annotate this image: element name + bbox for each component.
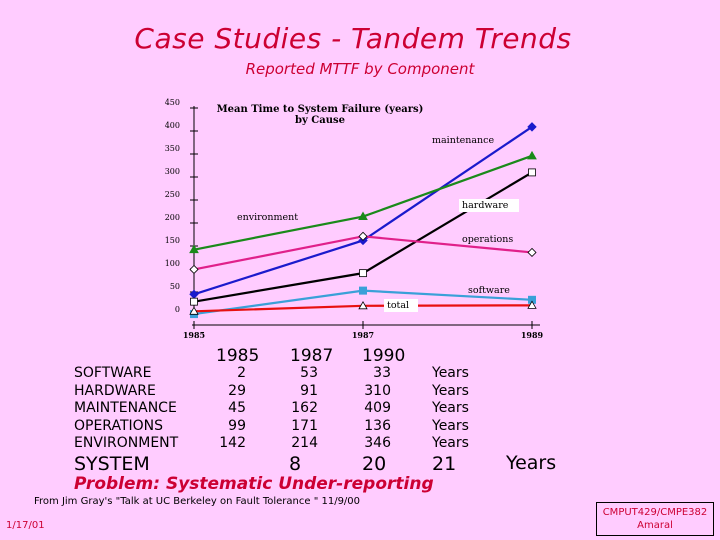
table-row-unit: Years [432,417,469,434]
table-row-unit: Years [432,400,469,416]
table-row-unit: Years [432,435,469,451]
table-cell: 91 [300,382,318,399]
series-label-software: software [468,285,510,296]
data-point [360,270,367,277]
table-header-1990: 1990 [362,346,406,366]
series-label-total: total [387,300,410,311]
y-tick-label: 300 [164,167,180,176]
problem-statement: Problem: Systematic Under-reporting [74,474,434,494]
table-cell: 33 [373,365,391,381]
system-value-1990: 21 [432,453,457,475]
y-tick-label: 0 [174,305,180,314]
table-row-label: OPERATIONS [74,417,164,434]
y-tick-label: 200 [164,213,180,222]
table-cell: 214 [291,435,318,451]
data-point [528,248,536,256]
table-row-label: HARDWARE [74,382,156,399]
table-cell: 99 [228,417,246,434]
series-label-maintenance: maintenance [432,135,495,146]
data-point [360,287,367,294]
course-code: CMPUT429/CMPE382 [602,507,708,518]
system-value-1987: 20 [362,453,387,475]
x-tick-label: 1985 [182,330,206,340]
y-tick-label: 100 [164,259,180,268]
course-credit-box [596,502,714,536]
slide-date: 1/17/01 [6,520,45,531]
x-tick-label: 1989 [520,330,544,340]
table-cell: 136 [364,417,391,434]
series-label-operations: operations [462,234,514,245]
system-value-1985: 8 [289,453,302,475]
table-cell: 171 [291,417,318,434]
mttf-line-chart [150,96,570,341]
y-tick-label: 250 [164,190,180,199]
system-label: SYSTEM [74,453,150,475]
table-row-unit: Years [432,365,469,381]
table-cell: 310 [364,382,391,399]
slide-title: Case Studies - Tandem Trends [134,22,572,55]
table-cell: 162 [291,400,318,416]
system-unit: Years [506,452,557,474]
data-point [529,169,536,176]
table-cell: 2 [237,365,246,381]
table-cell: 29 [228,382,246,399]
series-label-hardware: hardware [462,200,509,211]
x-tick-label: 1987 [351,330,375,340]
series-label-environment: environment [237,212,299,223]
table-row-label: SOFTWARE [74,365,152,381]
source-citation: From Jim Gray's "Talk at UC Berkeley on Fault Tolerance " 11/9/00 [34,496,361,507]
table-cell: 346 [364,435,391,451]
author-name: Amaral [637,520,673,531]
table-header-1987: 1987 [290,346,334,366]
y-tick-label: 150 [164,236,180,245]
table-row-label: MAINTENANCE [74,400,177,416]
y-tick-label: 50 [169,282,180,291]
y-tick-label: 450 [164,98,180,107]
slide-subtitle: Reported MTTF by Component [245,60,475,78]
data-point [191,298,198,305]
table-cell: 45 [228,400,246,416]
data-point [528,152,536,159]
table-header-1985: 1985 [216,346,260,366]
y-tick-label: 400 [164,121,180,130]
table-row-label: ENVIRONMENT [74,435,179,451]
table-cell: 142 [219,435,246,451]
data-point [190,265,198,273]
y-tick-label: 350 [164,144,180,153]
table-cell: 409 [364,400,391,416]
table-row-unit: Years [432,382,469,399]
chart-title: Mean Time to System Failure (years) by Cause [216,104,424,126]
table-cell: 53 [300,365,318,381]
